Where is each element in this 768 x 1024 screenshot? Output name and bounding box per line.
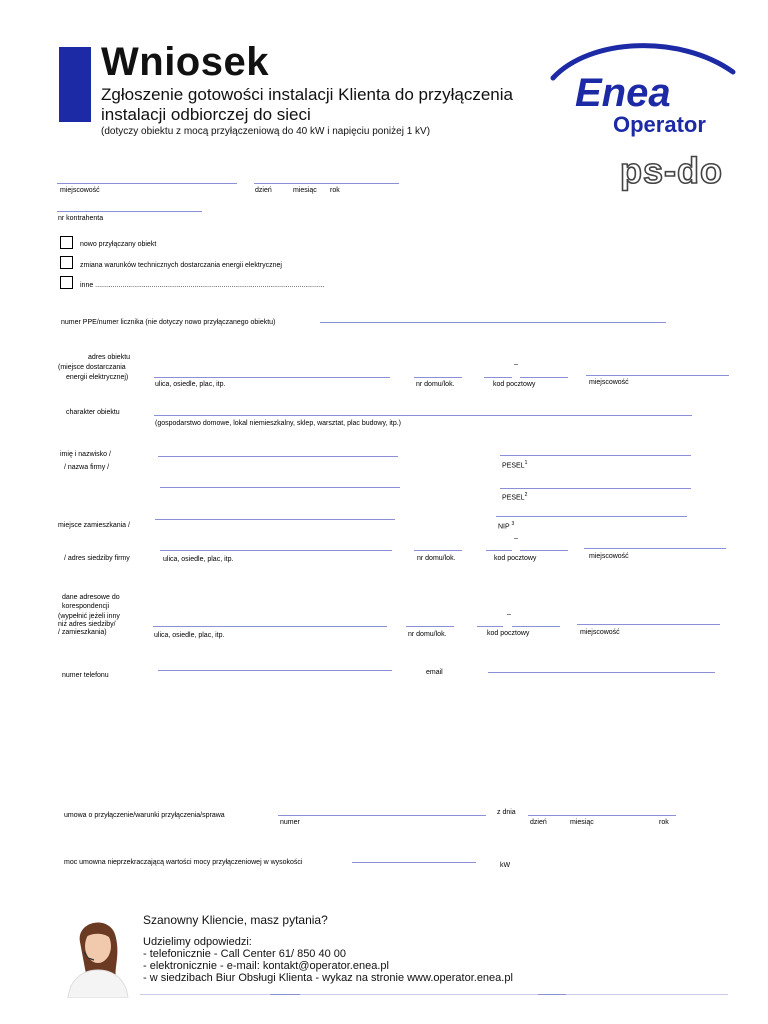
form-title: Wniosek <box>101 40 269 84</box>
pesel1-label: PESEL$^1$ <box>502 460 528 470</box>
dzien-label: dzień <box>255 187 272 194</box>
imie-label: imię i nazwisko / <box>60 451 111 458</box>
charakter-label: charakter obiektu <box>66 409 120 416</box>
footer-mark-1 <box>270 994 300 995</box>
corr-street-field[interactable] <box>153 626 387 627</box>
corr-postal-dash: – <box>507 611 511 618</box>
umowa-label: umowa o przyłączenie/warunki przyłączenia/sprawa <box>64 812 225 819</box>
umowa-date-field[interactable] <box>528 815 676 816</box>
miejscowosc-label: miejscowość <box>60 187 100 194</box>
form-note: (dotyczy obiektu z mocą przyłączeniową do 40 kW i napięciu poniżej 1 kV) <box>101 126 431 137</box>
date-field[interactable] <box>254 183 399 184</box>
firma-label: / nazwa firmy / <box>64 464 110 471</box>
siedziby-label: / adres siedziby firmy <box>64 555 130 562</box>
email-label: email <box>426 669 443 676</box>
adres-obiektu-street-field[interactable] <box>154 377 390 378</box>
miesiac-label: miesiąc <box>293 187 317 194</box>
ppe-field[interactable] <box>320 322 666 323</box>
checkbox-inne[interactable] <box>60 276 73 289</box>
firma-field[interactable] <box>160 487 400 488</box>
umowa-numer-label: numer <box>280 819 300 826</box>
siedziby-house-label: nr domu/lok. <box>417 555 456 562</box>
charakter-hint: (gospodarstwo domowe, lokal niemieszkalny, sklep, warsztat, plac budowy, itp.) <box>155 420 402 427</box>
corr-postal-field-b[interactable] <box>512 626 560 627</box>
siedziby-city-label: miejscowość <box>589 553 629 560</box>
siedziby-postal-field-b[interactable] <box>520 550 568 551</box>
corr-postal-label: kod pocztowy <box>487 630 530 637</box>
adres-obiektu-house-label: nr domu/lok. <box>416 381 455 388</box>
kw-label: kW <box>500 862 511 869</box>
corr-label-1: dane adresowe do <box>62 594 120 601</box>
telefon-label: numer telefonu <box>62 672 109 679</box>
brand-bar <box>59 47 91 122</box>
footer-phone: - telefonicznie - Call Center 61/ 850 40 00 <box>143 948 347 960</box>
corr-label-4: niż adres siedziby/ <box>58 621 116 628</box>
rok-label: rok <box>330 187 340 194</box>
consultant-photo <box>62 912 132 998</box>
siedziby-postal-label: kod pocztowy <box>494 555 537 562</box>
form-subtitle: Zgłoszenie gotowości instalacji Klienta do przyłączenia instalacji odbiorczej do sieci <box>101 85 513 124</box>
nip-field[interactable] <box>496 516 687 517</box>
z-dnia-label: z dnia <box>497 809 516 816</box>
option-nowy-obiekt-label: nowo przyłączany obiekt <box>80 241 157 248</box>
adres-obiektu-label-3: energii elektrycznej) <box>66 374 129 381</box>
footer-mark-2 <box>538 994 566 995</box>
corr-postal-field-a[interactable] <box>477 626 503 627</box>
nr-kontrahenta-field[interactable] <box>57 211 202 212</box>
ppe-label: numer PPE/numer licznika (nie dotyczy nowo przyłączanego obiektu) <box>61 319 276 326</box>
form-code: ps-do <box>620 150 723 191</box>
email-field[interactable] <box>488 672 715 673</box>
corr-label-3: (wypełnić jeżeli inny <box>58 613 120 620</box>
footer-email: - elektronicznie - e-mail: kontakt@operator.enea.pl <box>143 960 389 972</box>
corr-street-label: ulica, osiedle, plac, itp. <box>154 632 225 639</box>
zamieszkania-label: miejsce zamieszkania / <box>58 522 130 529</box>
corr-house-label: nr domu/lok. <box>408 631 447 638</box>
adres-obiektu-city-label: miejscowość <box>589 379 629 386</box>
siedziby-street-field[interactable] <box>160 550 392 551</box>
adres-obiektu-postal-field-b[interactable] <box>520 377 568 378</box>
footer-divider <box>140 994 728 995</box>
miejscowosc-field[interactable] <box>57 183 237 184</box>
moc-label: moc umowna nieprzekraczającą wartości mocy przyłączeniowej w wysokości <box>64 859 303 866</box>
checkbox-nowy-obiekt[interactable] <box>60 236 73 249</box>
pesel2-field[interactable] <box>500 488 691 489</box>
postal-dash: – <box>514 361 518 368</box>
corr-label-2: korespondencji <box>62 603 110 610</box>
pesel2-label: PESEL$^2$ <box>502 492 528 502</box>
nip-label: NIP $^3$ <box>498 521 515 531</box>
enea-operator-logo <box>545 36 740 141</box>
imie-field[interactable] <box>158 456 398 457</box>
corr-city-label: miejscowość <box>580 629 620 636</box>
siedziby-street-label: ulica, osiedle, plac, itp. <box>163 556 234 563</box>
adres-obiektu-house-field[interactable] <box>414 377 462 378</box>
adres-obiektu-label-1: adres obiektu <box>88 354 131 361</box>
zamieszkania-field[interactable] <box>155 519 395 520</box>
adres-obiektu-city-field[interactable] <box>586 375 729 376</box>
siedziby-postal-field-a[interactable] <box>486 550 512 551</box>
footer-question: Szanowny Kliencie, masz pytania? <box>143 913 328 927</box>
logo-operator-text: Operator <box>613 112 706 137</box>
umowa-miesiac-label: miesiąc <box>570 819 594 826</box>
siedziby-postal-dash: – <box>514 535 518 542</box>
logo-enea-text: Enea <box>575 71 671 115</box>
adres-obiektu-postal-field-a[interactable] <box>484 377 512 378</box>
umowa-dzien-label: dzień <box>530 819 547 826</box>
corr-label-5: / zamieszkania) <box>58 629 107 636</box>
nr-kontrahenta-label: nr kontrahenta <box>58 215 104 222</box>
moc-field[interactable] <box>352 862 476 863</box>
adres-obiektu-street-label: ulica, osiedle, plac, itp. <box>155 381 226 388</box>
adres-obiektu-label-2: (miejsce dostarczania <box>58 364 126 371</box>
footer-offices: - w siedzibach Biur Obsługi Klienta - wykaz na stronie www.operator.enea.pl <box>143 972 513 984</box>
footer-answer-intro: Udzielimy odpowiedzi: <box>143 936 252 948</box>
pesel1-field[interactable] <box>500 455 691 456</box>
siedziby-city-field[interactable] <box>584 548 726 549</box>
charakter-field[interactable] <box>154 415 692 416</box>
umowa-numer-field[interactable] <box>278 815 486 816</box>
checkbox-zmiana-warunkow[interactable] <box>60 256 73 269</box>
corr-city-field[interactable] <box>577 624 720 625</box>
umowa-rok-label: rok <box>659 819 669 826</box>
adres-obiektu-postal-label: kod pocztowy <box>493 381 536 388</box>
corr-house-field[interactable] <box>406 626 454 627</box>
option-inne-label: inne ...................................................................................................................... <box>80 282 325 289</box>
telefon-field[interactable] <box>158 670 392 671</box>
siedziby-house-field[interactable] <box>414 550 462 551</box>
option-zmiana-warunkow-label: zmiana warunków technicznych dostarczania energii elektrycznej <box>80 262 282 269</box>
